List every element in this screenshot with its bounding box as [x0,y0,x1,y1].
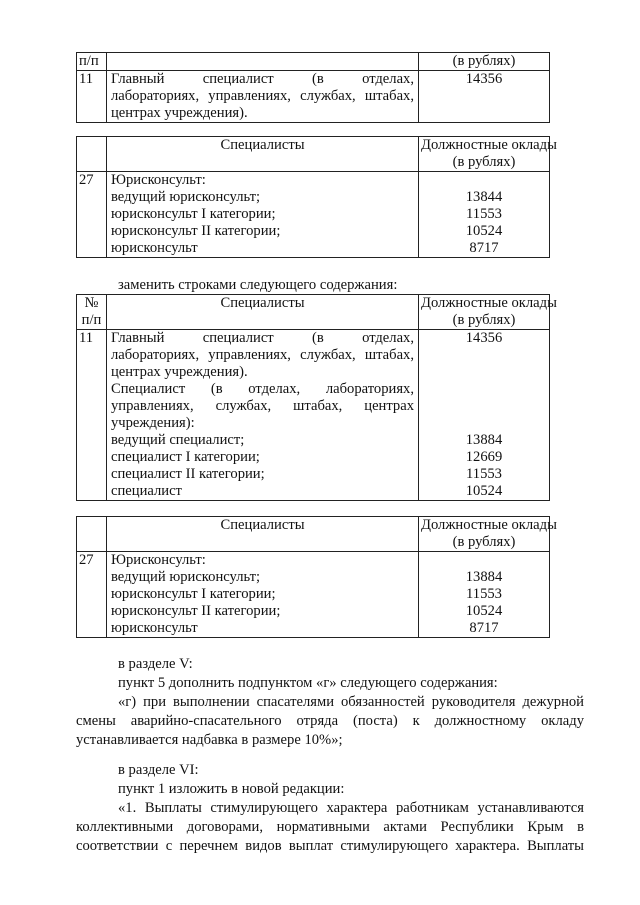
table-4-num-header [77,517,107,552]
table-2-header-row [77,137,550,172]
table-3-line-9: специалист II категории; [111,466,265,482]
table-3-salary-header-line-1: Должностные оклады [421,295,557,311]
table-1-header-row [77,53,550,71]
table-2-salary-3: 11553 [466,206,502,222]
table-row [77,172,550,258]
table-3-row-salaries [419,330,550,501]
table-2-row-salaries [419,172,550,258]
table-2-row-num: 27 [77,172,107,258]
section-5-quote-line-3: устанавливается надбавка в размере 10%»; [76,732,343,748]
section-6-quote-line-3: соответствии с перечнем видов выплат стимулирующего характера. Выплаты [76,838,584,854]
table-2-salary-5: 8717 [469,240,499,256]
table-4-line-5: юрисконсульт [111,620,198,636]
section-5-item: пункт 5 дополнить подпунктом «г» следующего содержания: [118,675,498,691]
section-6-quote-line-2: коллективными договорами, нормативными актами Республики Крым в [76,819,584,835]
table-3 [76,294,557,501]
table-3-salary-4 [421,381,547,398]
table-3-row-num: 11 [77,330,107,501]
table-row [77,71,550,123]
table-4-row-num: 27 [77,552,107,638]
table-3-num-header [77,295,107,330]
table-3-line-7: ведущий специалист; [111,432,245,448]
table-4-line-2: ведущий юрисконсульт; [111,569,261,585]
table-2-salary-4: 10524 [465,223,503,239]
table-3-line-6: учреждения): [111,415,195,431]
table-3-line-3: центрах учреждения). [111,364,248,380]
section-6-item: пункт 1 изложить в новой редакции: [118,781,345,797]
section-5-heading: в разделе V: [118,656,193,672]
table-3-salary-10: 10524 [465,483,503,499]
table-2-salary-header-line-1: Должностные оклады [421,137,557,153]
table-3-salary-2 [421,347,547,364]
table-3-line-10: специалист [111,483,182,499]
table-4-line-4: юрисконсульт II категории; [111,603,281,619]
table-2-line-5: юрисконсульт [111,240,198,256]
table-3-salary-8: 12669 [465,449,503,465]
table-2-salary-header [419,137,557,172]
table-4-salary-4: 10524 [465,603,503,619]
section-6-quote-line-1: «1. Выплаты стимулирующего характера работникам устанавливаются [118,800,584,816]
table-1 [76,52,550,123]
table-4-header-row [77,517,550,552]
table-4-row-names [107,552,419,638]
table-1-row-line-1: Главный специалист (в отделах, [111,71,414,87]
table-3-line-8: специалист I категории; [111,449,260,465]
table-4-salary-5: 8717 [469,620,499,636]
table-3-num-header-line-2: п/п [81,312,102,328]
table-1-num-header: п/п [77,53,107,71]
table-3-num-header-line-1: № [84,295,99,311]
section-6-heading: в разделе VI: [118,762,199,778]
table-2-salary-header-line-2: (в рублях) [452,154,516,170]
intro-text: заменить строками следующего содержания: [118,277,398,293]
section-5-quote-line-2: смены аварийно-спасательного отряда (поста) к должностному окладу [76,713,584,729]
table-row [77,330,550,501]
table-3-row-names [107,330,419,501]
table-3-line-4: Специалист (в отделах, лабораториях, [111,381,414,397]
table-2-salary-1 [421,172,547,189]
table-3-salary-9: 11553 [466,466,502,482]
table-4-salary-2: 13884 [465,569,503,585]
table-4-salary-header [419,517,557,552]
table-1-salary-header: (в рублях) [419,53,550,71]
table-4-name-header: Специалисты [107,517,419,552]
table-1-name-header [107,53,419,71]
table-4 [76,516,557,638]
table-3-salary-header-line-2: (в рублях) [452,312,516,328]
table-row [77,552,550,638]
table-3-salary-header [419,295,557,330]
table-1-row-name [107,71,419,123]
table-4-salary-header-line-2: (в рублях) [452,534,516,550]
table-4-line-1: Юрисконсульт: [111,552,206,568]
table-4-salary-3: 11553 [466,586,502,602]
table-3-line-1: Главный специалист (в отделах, [111,330,414,346]
table-1-row-num: 11 [77,71,107,123]
table-3-line-2: лабораториях, управлениях, службах, штабах, [111,347,414,363]
table-2-line-1: Юрисконсульт: [111,172,206,188]
table-2-line-4: юрисконсульт II категории; [111,223,281,239]
table-3-salary-3 [421,364,547,381]
table-2-line-2: ведущий юрисконсульт; [111,189,261,205]
table-3-salary-7: 13884 [465,432,503,448]
table-1-row-line-3: центрах учреждения). [111,105,248,121]
table-2-salary-2: 13844 [465,189,503,205]
table-3-salary-6 [421,415,547,432]
table-3-line-5: управлениях, службах, штабах, центрах [111,398,414,414]
table-2-line-3: юрисконсульт I категории; [111,206,276,222]
table-3-salary-5 [421,398,547,415]
table-1-row-salary: 14356 [419,71,550,123]
table-4-salary-header-line-1: Должностные оклады [421,517,557,533]
table-3-name-header: Специалисты [107,295,419,330]
table-3-salary-1: 14356 [465,330,503,346]
table-2-name-header: Специалисты [107,137,419,172]
table-2-row-names [107,172,419,258]
table-4-salary-1 [421,552,547,569]
table-3-header-row [77,295,550,330]
table-4-row-salaries [419,552,550,638]
table-2-num-header [77,137,107,172]
table-2 [76,136,557,258]
table-1-row-line-2: лабораториях, управлениях, службах, штабах, [111,88,414,104]
section-5-quote-line-1: «г) при выполнении спасателями обязанностей руководителя дежурной [118,694,584,710]
table-4-line-3: юрисконсульт I категории; [111,586,276,602]
